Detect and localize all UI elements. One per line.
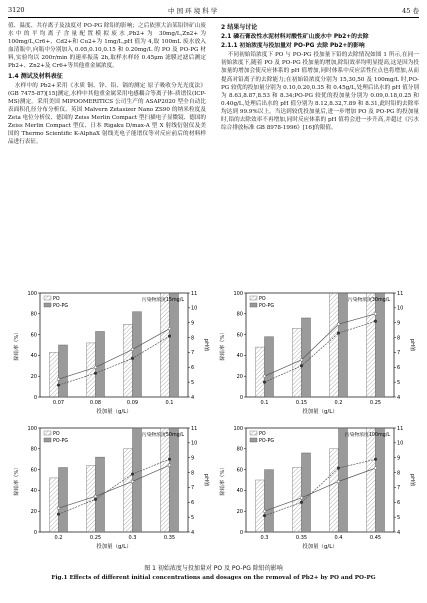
line-po-ph-point — [374, 312, 377, 315]
line-po-ph-point — [57, 507, 60, 510]
figure-caption-en: Fig.1 Effects of different initial concentrations and dosages on the removal of Pb2+ by PO and PO-PG — [51, 575, 376, 581]
x-tick-label: 0.25 — [89, 535, 102, 541]
y-tick-label: 80 — [30, 446, 37, 453]
y2-tick-label: 6 — [397, 365, 401, 372]
y-axis-label: 除铅率（%） — [14, 464, 20, 496]
line-po-pg-ph-point — [337, 467, 340, 470]
chart-15mgL — [8, 285, 213, 420]
x-tick-label: 0.2 — [334, 400, 343, 406]
bar-po-pg — [265, 337, 274, 397]
line-po-pg-ph — [59, 336, 170, 385]
line-po-pg-ph-point — [94, 498, 97, 501]
y2-tick-label: 11 — [397, 425, 404, 432]
legend-swatch-po — [44, 296, 51, 300]
y2-axis-label: pH值 — [409, 473, 415, 487]
y-axis-label: 除铅率（%） — [220, 329, 226, 361]
y2-tick-label: 10 — [397, 440, 404, 447]
y-tick-label: 20 — [30, 374, 37, 380]
bar-po — [161, 293, 170, 397]
legend-swatch-po — [250, 431, 257, 435]
line-po-ph-point — [168, 464, 171, 467]
bar-po-pg — [376, 428, 385, 532]
y-tick-label: 60 — [30, 467, 37, 474]
y-tick-label: 100 — [27, 290, 37, 297]
y-tick-label: 60 — [236, 467, 243, 474]
line-po-ph — [265, 314, 376, 376]
line-po-ph-point — [131, 348, 134, 351]
bar-po-pg — [96, 331, 105, 397]
legend-swatch-po — [44, 431, 51, 435]
y-tick-label: 40 — [236, 353, 243, 360]
y2-tick-label: 5 — [397, 514, 401, 521]
left-paragraph-1: 值、温度、共存离子及浊度对 PO-PG 除铅的影响；之后依照大冶某铅锌矿山废水中的平均离子含量配置模拟废水,Pb2+为 30mg/L,Zn2+为 100mg/L,Cr6+、Cd2+和 Cu2+为 1mg/L,pH 值为 4,取 100mL 废水放入血清瓶中,向瓶中分别加入 0.05,0.10,0.15 和 0.20mg/L 的 PO 及 PO-PG 材料,实验均以 200r/min 的速率振荡 2h,取样水样经 0.45μm 滤膜过滤后测定 Pb2+、Zn2+及 Cr6+等其他重金属浓度。 — [8, 23, 206, 70]
y2-tick-label: 4 — [397, 394, 401, 401]
y-tick-label: 0 — [33, 529, 37, 536]
section-2-1-1-heading: 2.1.1 初始浓度与投加量对 PO-PG 去除 Pb2+的影响 — [221, 43, 365, 50]
line-po-pg-ph-point — [131, 357, 134, 360]
y2-tick-label: 9 — [397, 455, 401, 462]
concentration-annotation: 污染物浓度100mg/L — [344, 433, 390, 438]
legend-swatch-po-pg — [250, 303, 257, 307]
y-tick-label: 0 — [33, 394, 37, 401]
line-po-pg-ph-point — [57, 384, 60, 387]
legend-label-po-pg: PO-PG — [53, 304, 69, 309]
bar-po — [256, 347, 265, 397]
x-tick-label: 0.35 — [295, 535, 308, 541]
x-axis-label: 投加量（g/L） — [96, 409, 132, 415]
line-po-ph — [59, 465, 170, 508]
y-tick-label: 40 — [30, 488, 37, 495]
x-tick-label: 0.25 — [369, 400, 382, 406]
line-po-pg-ph-point — [374, 458, 377, 461]
y2-tick-label: 4 — [191, 394, 195, 401]
legend-label-po: PO — [259, 432, 266, 437]
chart-30mgL — [214, 285, 419, 420]
line-po-pg-ph-point — [94, 372, 97, 375]
legend-label-po: PO — [53, 297, 60, 302]
bar-po — [293, 328, 302, 397]
line-po-ph-point — [168, 327, 171, 330]
y2-tick-label: 7 — [397, 485, 401, 492]
bar-po — [256, 480, 265, 532]
legend-label-po-pg: PO-PG — [259, 304, 275, 309]
page-header — [8, 6, 419, 18]
y2-tick-label: 7 — [191, 485, 195, 492]
x-tick-label: 0.35 — [163, 535, 176, 541]
x-tick-label: 0.1 — [165, 400, 174, 406]
legend-label-po-pg: PO-PG — [259, 439, 275, 444]
volume-label: 45 卷 — [402, 7, 419, 15]
line-po-ph-point — [300, 358, 303, 361]
y2-tick-label: 9 — [191, 455, 195, 462]
y2-tick-label: 11 — [191, 425, 198, 432]
bar-po-pg — [302, 453, 311, 532]
y2-tick-label: 8 — [397, 470, 401, 477]
y-tick-label: 20 — [236, 374, 243, 380]
bar-po-pg — [59, 345, 68, 397]
y-tick-label: 80 — [30, 311, 37, 318]
y2-tick-label: 5 — [397, 379, 401, 386]
legend-label-po: PO — [53, 432, 60, 437]
legend-swatch-po — [250, 296, 257, 300]
legend-swatch-po-pg — [250, 438, 257, 442]
x-axis-label: 投加量（g/L） — [302, 409, 338, 415]
x-tick-label: 0.45 — [369, 535, 382, 541]
bar-po-pg — [133, 312, 142, 397]
legend-swatch-po-pg — [44, 438, 51, 442]
line-po-ph-point — [263, 375, 266, 378]
right-column — [221, 22, 419, 132]
line-po-pg-ph — [265, 459, 376, 515]
figure-1 — [8, 285, 419, 555]
line-po-ph-point — [337, 480, 340, 483]
bar-po — [367, 293, 376, 397]
y2-tick-label: 6 — [397, 500, 401, 507]
bar-po-pg — [302, 318, 311, 397]
y-axis-label: 除铅率（%） — [220, 464, 226, 496]
line-po-pg-ph-point — [168, 335, 171, 338]
line-po-pg-ph-point — [131, 473, 134, 476]
y-tick-label: 20 — [30, 509, 37, 515]
line-po-pg-ph-point — [374, 320, 377, 323]
line-po-ph-point — [131, 480, 134, 483]
page-number: 3120 — [8, 6, 25, 14]
x-axis-label: 投加量（g/L） — [96, 544, 132, 550]
line-po-pg-ph — [59, 459, 170, 514]
legend-swatch-po-pg — [44, 303, 51, 307]
y-tick-label: 80 — [236, 311, 243, 318]
line-po-ph — [59, 329, 170, 380]
y2-tick-label: 9 — [191, 320, 195, 327]
line-po-ph-point — [374, 467, 377, 470]
y2-tick-label: 5 — [191, 514, 195, 521]
y2-axis-label: pH值 — [203, 473, 209, 487]
line-po-pg-ph-point — [263, 514, 266, 517]
line-po-ph-point — [57, 378, 60, 381]
line-po-ph — [265, 468, 376, 511]
line-po-ph-point — [300, 496, 303, 499]
header-rule — [8, 17, 419, 18]
concentration-annotation: 污染物浓度15mg/L — [141, 298, 184, 303]
x-tick-label: 0.3 — [260, 535, 269, 541]
y-tick-label: 100 — [233, 290, 243, 297]
legend-label-po-pg: PO-PG — [53, 439, 69, 444]
y-tick-label: 80 — [236, 446, 243, 453]
legend-label-po: PO — [259, 297, 266, 302]
line-po-pg-ph-point — [57, 513, 60, 516]
x-tick-label: 0.08 — [89, 400, 102, 406]
x-tick-label: 0.09 — [126, 400, 139, 406]
bar-po-pg — [133, 428, 142, 532]
section-2-heading: 2 结果与讨论 — [221, 24, 258, 31]
left-paragraph-2: 水样中的 Pb2+采用《水质 铜、锌、铅、镉的测定 原子吸收分光光度法》(GB 7475-87)[15]测定,水样中其他重金属采用电感耦合等离子体-质谱仪(ICP-MS)测定。采用美国 MIPOOMERITICS 公司生产的 ASAP2020 型全自动比表面积孔径分布分析仪、英国 Malvern Zetasizer Nano ZS90 的纳米粒度及 Zeta 电位分析仪、德国的 Zeiss Merlin Compact 型扫描电子显微镜、德国的 Zeiss Merlin Compact 型仪、日本 Rigaku D/max-A 型 X 射线衍射仪及美国的 Thermo Scientific K-AlphaX 射线光电子能谱仪等对反应前后的材料样品进行表征。 — [8, 82, 207, 146]
y-axis-label: 除铅率（%） — [14, 329, 20, 361]
figure-caption-cn: 图 1 初始浓度与投加量对 PO 及 PO-PG 除铅的影响 — [144, 565, 283, 572]
y2-tick-label: 5 — [191, 379, 195, 386]
bar-po — [50, 352, 59, 397]
y2-tick-label: 8 — [397, 335, 401, 342]
y2-tick-label: 7 — [397, 350, 401, 357]
bar-po-pg — [339, 293, 348, 397]
line-po-ph-point — [94, 495, 97, 498]
bar-po — [124, 449, 133, 532]
concentration-annotation: 污染物浓度50mg/L — [141, 433, 184, 438]
y-tick-label: 100 — [27, 425, 37, 432]
y-tick-label: 100 — [233, 425, 243, 432]
y-tick-label: 0 — [239, 529, 243, 536]
x-tick-label: 0.07 — [52, 400, 65, 406]
journal-title: 中 国 环 境 科 学 — [168, 7, 218, 15]
y2-tick-label: 4 — [397, 529, 401, 536]
y2-tick-label: 11 — [191, 290, 198, 297]
y2-tick-label: 10 — [397, 305, 404, 312]
bar-po-pg — [59, 468, 68, 532]
x-axis-label: 投加量（g/L） — [302, 544, 338, 550]
y2-tick-label: 8 — [191, 335, 195, 342]
line-po-pg-ph-point — [300, 501, 303, 504]
y-tick-label: 0 — [239, 394, 243, 401]
bar-po — [124, 324, 133, 397]
x-tick-label: 0.2 — [54, 535, 63, 541]
x-tick-label: 0.15 — [295, 400, 308, 406]
section-1-4-heading: 1.4 测试及材料表征 — [8, 72, 63, 80]
chart-100mgL — [214, 420, 419, 555]
bar-po-pg — [376, 293, 385, 397]
y2-tick-label: 4 — [191, 529, 195, 536]
bar-po-pg — [170, 293, 179, 397]
y-tick-label: 60 — [30, 332, 37, 339]
bar-po — [161, 428, 170, 532]
section-2-1-heading: 2.1 磷石膏改性水泥材料对酸性矿山废水中 Pb2+的去除 — [221, 34, 369, 41]
bar-po — [367, 428, 376, 532]
line-po-pg-ph-point — [263, 381, 266, 384]
bar-po — [330, 449, 339, 532]
left-column — [8, 22, 206, 146]
x-tick-label: 0.4 — [334, 535, 343, 541]
bar-po-pg — [170, 428, 179, 532]
line-po-ph-point — [337, 323, 340, 326]
chart-50mgL — [8, 420, 213, 555]
line-po-ph-point — [94, 366, 97, 369]
x-tick-label: 0.3 — [128, 535, 137, 541]
y2-tick-label: 11 — [397, 290, 404, 297]
y2-tick-label: 7 — [191, 350, 195, 357]
y-tick-label: 20 — [236, 509, 243, 515]
bar-po-pg — [265, 470, 274, 532]
y-tick-label: 60 — [236, 332, 243, 339]
line-po-pg-ph-point — [168, 458, 171, 461]
y2-tick-label: 10 — [191, 440, 198, 447]
y2-axis-label: pH值 — [409, 338, 415, 352]
line-po-ph-point — [263, 510, 266, 513]
right-paragraph-1: 不同初始铅浓度下 PO 与 PO-PG 投加量下铅的去除情况如图 1 所示,在同一初始浓度下,随着 PO 及 PO-PG 投加量的增加,除铅效率均明显提高,这是因为投加量的增加会使反应体系的 pH 值增加,同时体系中反应活性位点也将增加,从而提高对铅离子的去除能力;在初始铅浓度分别为 15,30,50 及 100mg/L 时,PO-PG 较优的投加量分别为 0.10,0.20,0.35 和 0.45g/L,处理后出水的 pH 值分别为 8.63,8.87,8.53 和 8.34;PO-PG 较优的投加量分别为 0.09,0.18,0.25 和 0.40g/L,处理后出水的 pH 值分别为 8.12,8.32,7.89 和 8.31,此时铅的去除率均达到 99.9%以上。当达到较优投加量后,进一步增加 PO 及 PO-PG 的投加量时,铅的去除效率不再增加,同时反应体系的 pH 值将会进一步升高,并超过《污水综合排放标准 GB 8978-1996》[16]的限值。 — [221, 52, 419, 132]
line-po-pg-ph — [265, 321, 376, 382]
bar-po — [50, 478, 59, 532]
y2-tick-label: 9 — [397, 320, 401, 327]
line-po-pg-ph-point — [337, 332, 340, 335]
y2-tick-label: 8 — [191, 470, 195, 477]
y-tick-label: 40 — [30, 353, 37, 360]
line-po-pg-ph-point — [300, 364, 303, 367]
y2-axis-label: pH值 — [203, 338, 209, 352]
y2-tick-label: 6 — [191, 365, 195, 372]
y2-tick-label: 10 — [191, 305, 198, 312]
x-tick-label: 0.1 — [260, 400, 269, 406]
bar-po — [330, 293, 339, 397]
concentration-annotation: 污染物浓度30mg/L — [347, 298, 390, 303]
y2-tick-label: 6 — [191, 500, 195, 507]
y-tick-label: 40 — [236, 488, 243, 495]
